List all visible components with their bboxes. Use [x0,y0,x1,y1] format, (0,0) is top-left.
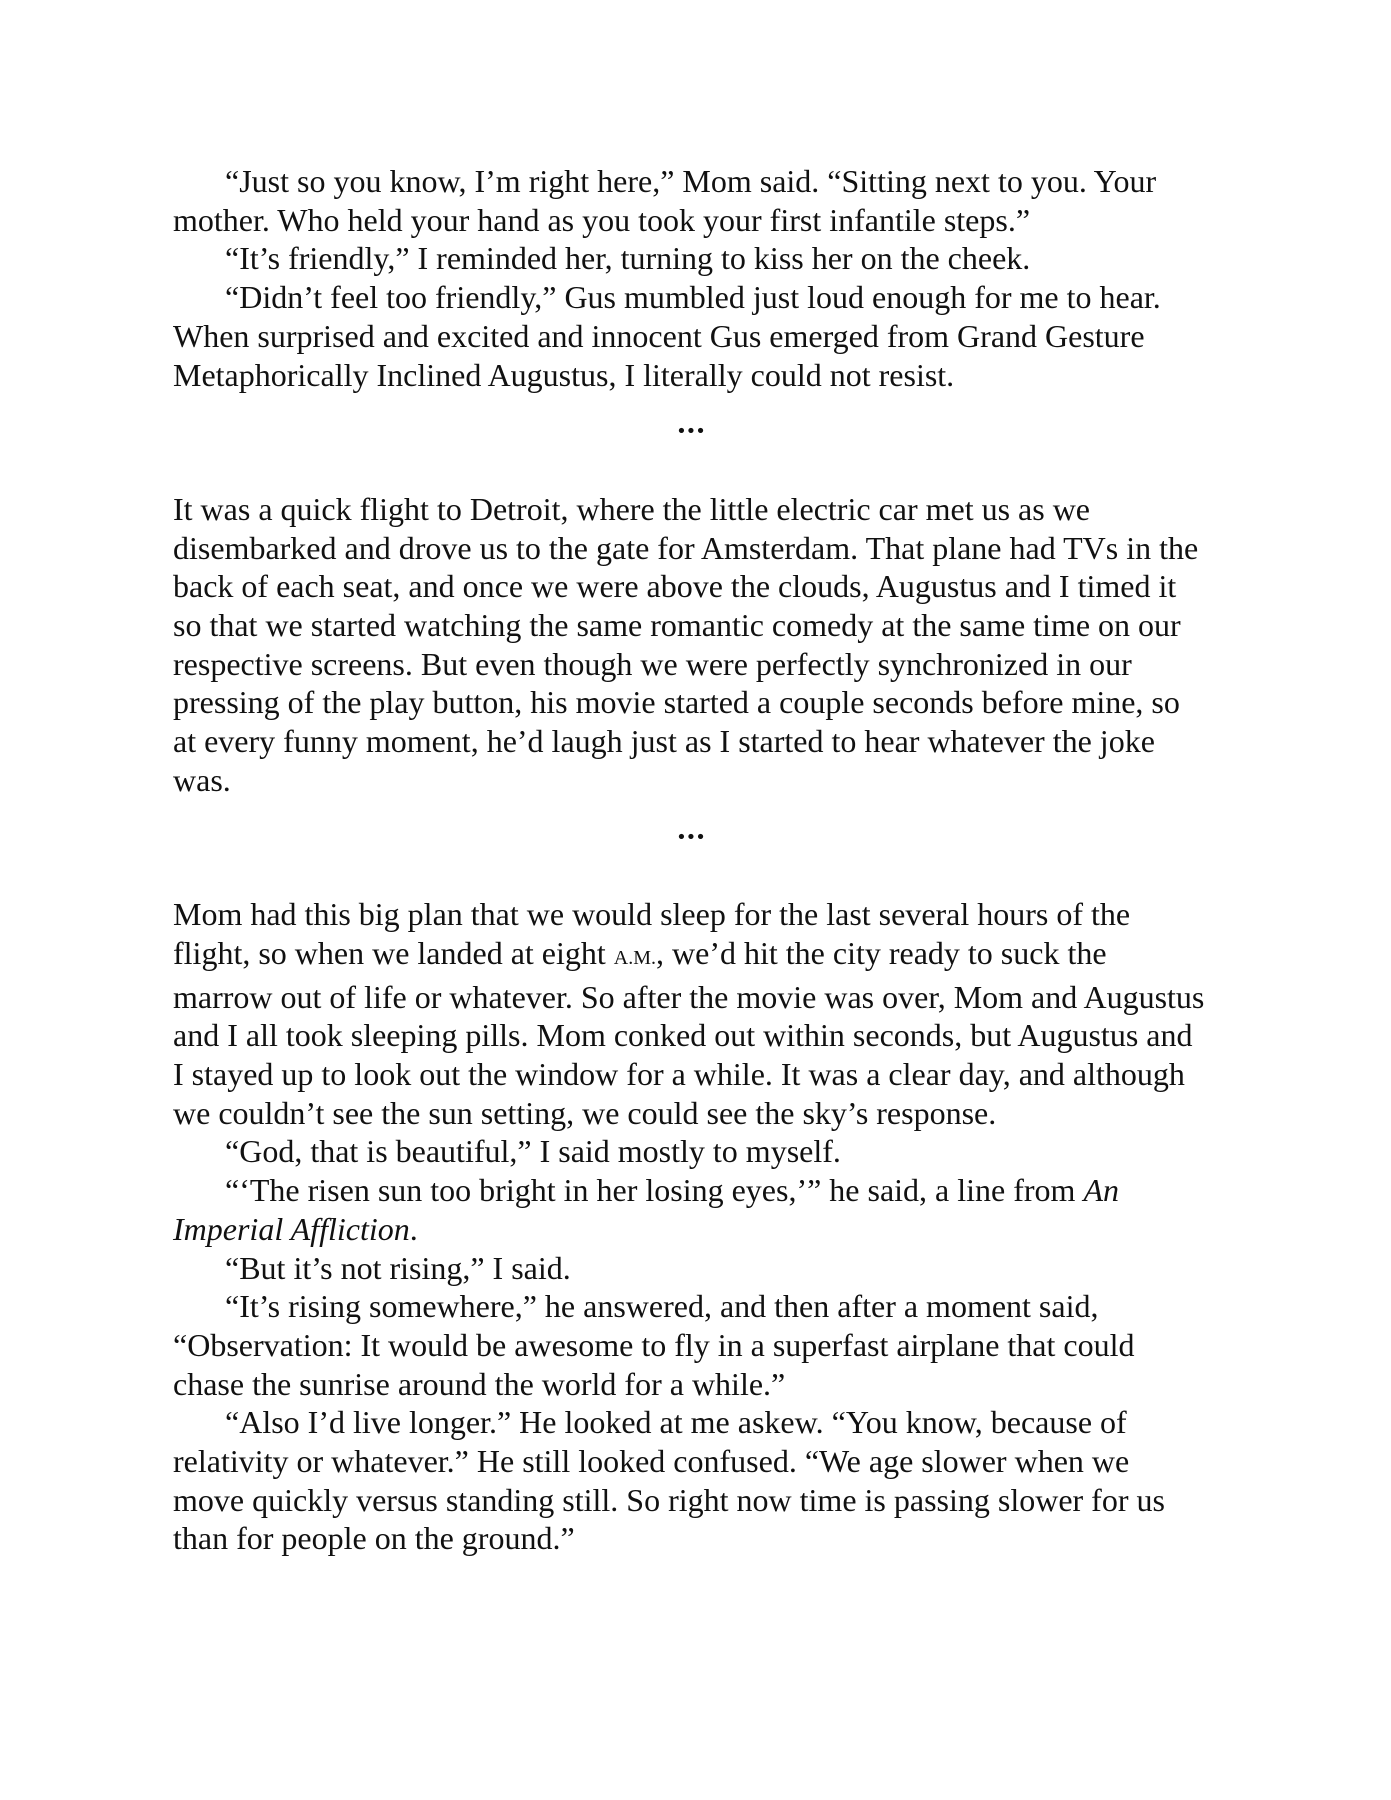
paragraph: “It’s friendly,” I reminded her, turning to kiss her on the cheek. [225,240,1031,277]
paragraph: “It’s rising somewhere,” he answered, and then after a moment said, “Observation: It would be awesome to fly in a superfast airplane that could chase the sunrise around the world for a while.” [173,1288,1135,1402]
paragraph-text: . [409,1210,418,1247]
paragraph: It was a quick flight to Detroit, where the little electric car met us as we disembarked and drove us to the gate for Amsterdam. That plane had TVs in the back of each seat, and once we were above the clouds, Augustus and I timed it so that we started watching the same romantic comedy at the same time on our respective screens. But even though we were perfectly synchronized in our pressing of the play button, his movie started a couple seconds before mine, so at every funny moment, he’d laugh just as I started to hear whatever the joke was. [173,490,1199,798]
paragraph-text: “‘The risen sun too bright in her losing eyes,’” he said, a line from [225,1172,1084,1209]
section-break: ••• [676,826,705,848]
paragraph: “But it’s not rising,” I said. [225,1249,571,1286]
paragraph: “God, that is beautiful,” I said mostly to myself. [225,1133,841,1170]
paragraph: “Just so you know, I’m right here,” Mom said. “Sitting next to you. Your mother. Who held your hand as you took your first infantile steps.” [173,163,1157,238]
paragraph [173,895,1208,1132]
paragraph-text: , we’d hit the city ready to suck the marrow out of life or whatever. So after the movie was over, Mom and Augustus and I all took sleeping pills. Mom conked out within seconds, but Augustus and I stayed up to look out the window for a while. It was a clear day, and although we couldn’t see the sun setting, we could see the sky’s response. [173,934,1205,1131]
paragraph-text: Mom had this big plan that we would sleep for the last several hours of the flight, so when we landed at eight [173,896,1131,971]
section-break: ••• [676,421,705,443]
paragraph: “Also I’d live longer.” He looked at me askew. “You know, because of relativity or whatever.” He still looked confused. “We age slower when we move quickly versus standing still. So right now time is passing slower for us than for people on the ground.” [173,1404,1165,1557]
book-title: An Imperial Affliction [173,1172,1119,1247]
paragraph [173,1171,1208,1248]
time-abbreviation: A.M. [613,946,657,969]
page-body [173,162,1208,1558]
paragraph: “Didn’t feel too friendly,” Gus mumbled just loud enough for me to hear. When surprised and excited and innocent Gus emerged from Grand Gesture Metaphorically Inclined Augustus, I literally could not resist. [173,279,1161,393]
